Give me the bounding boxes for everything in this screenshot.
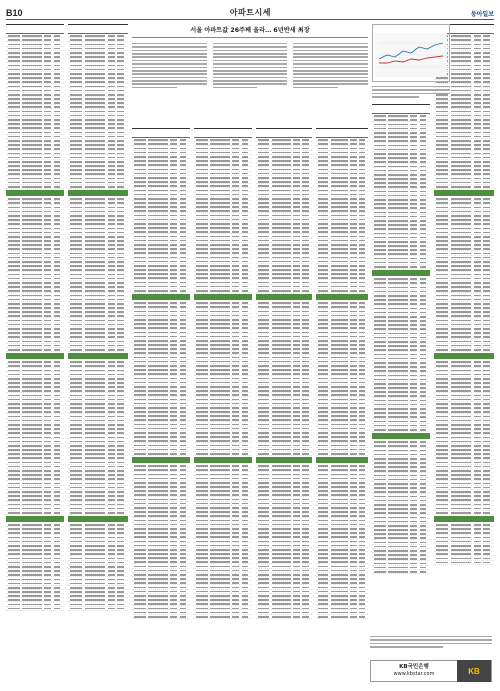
text-line	[213, 73, 288, 75]
district-band	[316, 294, 368, 300]
source-notice	[370, 634, 492, 649]
trend-chart	[375, 33, 447, 77]
text-line	[293, 87, 338, 89]
table-row	[434, 511, 494, 515]
price-table-column-3	[132, 128, 190, 679]
text-line	[293, 80, 368, 82]
table-row	[434, 348, 494, 352]
table-row	[194, 289, 252, 293]
district-band	[132, 457, 190, 463]
article-headline: 서울 아파트값 26주째 올라… 6년반새 최장	[132, 24, 368, 38]
text-line	[132, 70, 207, 72]
price-table-column-8	[434, 24, 494, 630]
page-number: B10	[6, 8, 23, 18]
text-line	[293, 67, 368, 69]
table-row	[316, 289, 368, 293]
table-column-header	[68, 24, 128, 34]
table-row	[6, 607, 64, 611]
text-line	[213, 70, 288, 72]
price-table-column-7	[372, 104, 430, 630]
text-line	[132, 60, 207, 62]
text-line	[132, 73, 207, 75]
price-table-column-2	[68, 24, 128, 679]
price-table-column-5	[256, 128, 312, 679]
text-line	[213, 43, 288, 45]
table-row	[132, 615, 190, 619]
text-line	[213, 83, 288, 85]
district-band	[434, 516, 494, 522]
text-line	[132, 67, 207, 69]
text-line	[132, 50, 207, 52]
ad-url: www.kbstar.com	[393, 671, 435, 677]
table-row	[372, 265, 430, 269]
text-line	[293, 43, 368, 45]
price-table-column-4	[194, 128, 252, 679]
text-line	[293, 56, 368, 58]
district-band	[372, 270, 430, 276]
district-band	[372, 433, 430, 439]
table-row	[132, 289, 190, 293]
text-line	[293, 70, 368, 72]
chart-caption	[372, 84, 450, 99]
ad-text	[371, 664, 457, 678]
text-line	[293, 73, 368, 75]
price-table-column-6	[316, 128, 368, 679]
text-line	[213, 50, 288, 52]
table-row	[256, 289, 312, 293]
article-body-col-3	[293, 41, 368, 90]
district-band	[316, 457, 368, 463]
district-band	[256, 294, 312, 300]
news-article	[132, 24, 368, 124]
district-band	[6, 190, 64, 196]
table-row	[132, 452, 190, 456]
table-row	[256, 452, 312, 456]
district-band	[132, 294, 190, 300]
text-line	[213, 67, 288, 69]
kb-logo-icon: KB	[457, 660, 491, 682]
text-line	[293, 46, 368, 48]
article-body-col-1	[132, 41, 207, 90]
district-band	[6, 353, 64, 359]
table-row	[372, 428, 430, 432]
table-row	[6, 511, 64, 515]
district-band	[68, 516, 128, 522]
district-band	[194, 294, 252, 300]
district-band	[68, 353, 128, 359]
table-row	[6, 348, 64, 352]
table-row	[194, 452, 252, 456]
table-column-header	[132, 128, 190, 138]
text-line	[293, 83, 368, 85]
text-line	[293, 63, 368, 65]
text-line	[293, 50, 368, 52]
text-line	[213, 46, 288, 48]
table-row	[434, 561, 494, 565]
district-band	[256, 457, 312, 463]
text-line	[213, 77, 288, 79]
table-row	[68, 607, 128, 611]
district-band	[6, 516, 64, 522]
text-line	[370, 639, 492, 641]
text-line	[132, 87, 177, 89]
table-row	[256, 615, 312, 619]
table-column-header	[6, 24, 64, 34]
district-band	[434, 190, 494, 196]
table-row	[68, 511, 128, 515]
table-row	[6, 185, 64, 189]
table-row	[68, 185, 128, 189]
district-band	[434, 353, 494, 359]
section-title: 아파트시세	[229, 8, 271, 17]
text-line	[213, 53, 288, 55]
article-body-col-2	[213, 41, 288, 90]
text-line	[132, 83, 207, 85]
text-line	[213, 80, 288, 82]
price-table-column-1	[6, 24, 64, 679]
text-line	[293, 53, 368, 55]
text-line	[370, 646, 443, 648]
text-line	[132, 77, 207, 79]
text-line	[132, 43, 207, 45]
table-column-header	[372, 104, 430, 114]
newspaper-name: 동아일보	[470, 11, 494, 18]
text-line	[372, 89, 450, 91]
chart-title	[375, 27, 447, 31]
text-line	[213, 87, 258, 89]
text-line	[370, 636, 492, 638]
ad-brand: KB국민은행	[399, 664, 429, 670]
text-line	[132, 80, 207, 82]
district-band	[68, 190, 128, 196]
table-row	[434, 185, 494, 189]
text-line	[370, 643, 492, 645]
text-line	[132, 56, 207, 58]
table-row	[68, 348, 128, 352]
district-band	[194, 457, 252, 463]
text-line	[293, 60, 368, 62]
table-row	[194, 615, 252, 619]
table-column-header	[316, 128, 368, 138]
table-column-header	[256, 128, 312, 138]
text-line	[372, 96, 419, 98]
table-row	[316, 452, 368, 456]
page-header	[6, 8, 494, 20]
advertisement[interactable]	[370, 660, 492, 682]
text-line	[213, 63, 288, 65]
table-row	[372, 570, 430, 574]
article-body	[132, 41, 368, 90]
text-line	[372, 86, 450, 88]
text-line	[132, 53, 207, 55]
text-line	[132, 63, 207, 65]
table-column-header	[194, 128, 252, 138]
trend-chart-box	[372, 24, 450, 82]
table-row	[316, 615, 368, 619]
text-line	[132, 46, 207, 48]
text-line	[372, 93, 450, 95]
text-line	[293, 77, 368, 79]
text-line	[213, 60, 288, 62]
text-line	[213, 56, 288, 58]
